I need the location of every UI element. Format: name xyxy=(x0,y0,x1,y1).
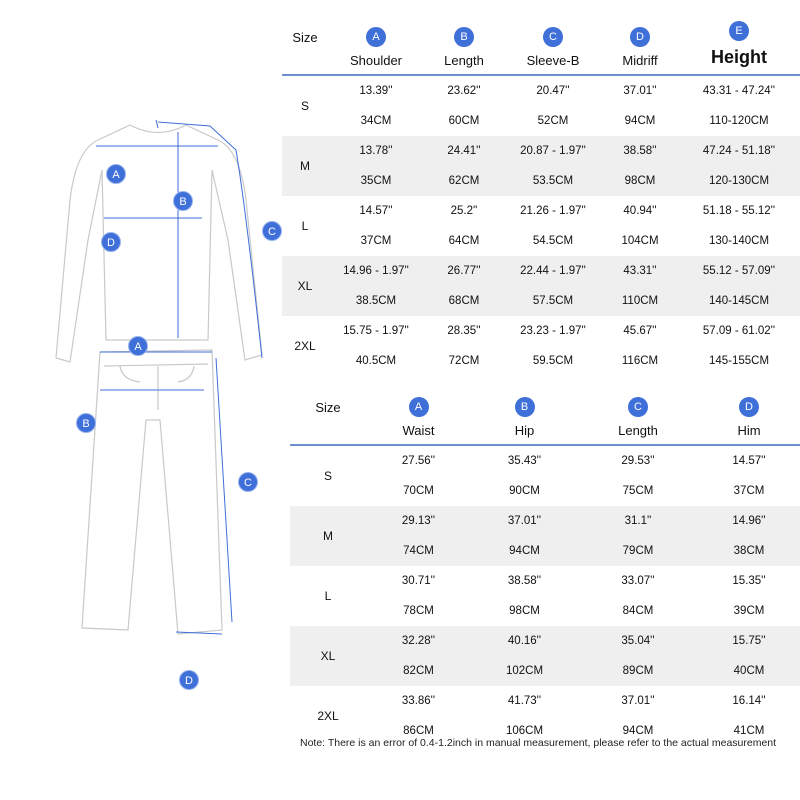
inch-cell: 15.35'' xyxy=(732,575,766,587)
inch-cell: 37.01'' xyxy=(621,695,655,707)
badge-b: B xyxy=(515,397,535,417)
cm-cell: 110CM xyxy=(602,286,678,316)
size-header: Size xyxy=(315,399,341,415)
col-midriff xyxy=(602,0,678,75)
cm-cell: 35CM xyxy=(328,166,424,196)
size-cell: M xyxy=(282,136,328,196)
col-length xyxy=(424,0,504,75)
table-header-row xyxy=(290,370,800,445)
inch-cell: 22.44 - 1.97'' xyxy=(504,256,602,286)
pants-badge-c: C xyxy=(238,472,258,492)
cm-cell: 54.5CM xyxy=(532,235,574,247)
garment-sketch xyxy=(0,0,290,720)
pants-size-table xyxy=(290,370,800,746)
col-label: Hip xyxy=(514,423,535,438)
col-label: Length xyxy=(618,423,658,438)
inch-cell: 23.62'' xyxy=(447,85,481,97)
table-row xyxy=(290,596,800,626)
inch-cell: 51.18 - 55.12'' xyxy=(702,205,776,217)
inch-cell: 47.24 - 51.18'' xyxy=(678,136,800,166)
table-row xyxy=(282,166,800,196)
inch-cell: 38.58'' xyxy=(507,575,542,587)
table-row xyxy=(290,445,800,476)
badge-b: B xyxy=(454,27,474,47)
cm-cell: 145-155CM xyxy=(708,355,770,367)
inch-cell: 32.28'' xyxy=(366,626,471,656)
inch-cell: 40.16'' xyxy=(471,626,578,656)
shirt-badge-b: B xyxy=(173,191,193,211)
cm-cell: 89CM xyxy=(578,656,698,686)
cm-cell: 98CM xyxy=(602,166,678,196)
col-label: Length xyxy=(444,53,484,68)
col-height xyxy=(678,0,800,75)
inch-cell: 40.94'' xyxy=(623,205,657,217)
badge-c: C xyxy=(543,27,563,47)
cm-cell: 84CM xyxy=(622,605,654,617)
inch-cell: 14.96 - 1.97'' xyxy=(328,256,424,286)
col-length xyxy=(578,370,698,445)
cm-cell: 38CM xyxy=(698,536,800,566)
inch-cell: 43.31 - 47.24'' xyxy=(702,85,776,97)
inch-cell: 29.53'' xyxy=(621,455,655,467)
cm-cell: 75CM xyxy=(622,485,654,497)
badge-a: A xyxy=(366,27,386,47)
pants-size-body xyxy=(290,445,800,746)
cm-cell: 130-140CM xyxy=(708,235,770,247)
col-waist xyxy=(366,370,471,445)
inch-cell: 25.2'' xyxy=(450,205,478,217)
table-row xyxy=(282,106,800,136)
badge-d: D xyxy=(739,397,759,417)
inch-cell: 14.57'' xyxy=(359,205,393,217)
inch-cell: 37.01'' xyxy=(471,506,578,536)
inch-cell: 27.56'' xyxy=(401,455,436,467)
size-cell: XL xyxy=(282,256,328,316)
table-row xyxy=(282,196,800,226)
table-row xyxy=(282,286,800,316)
inch-cell: 43.31'' xyxy=(602,256,678,286)
cm-cell: 120-130CM xyxy=(678,166,800,196)
cm-cell: 41CM xyxy=(733,725,765,737)
shirt-outline xyxy=(56,125,262,362)
inch-cell: 45.67'' xyxy=(623,325,657,337)
table-row xyxy=(290,626,800,656)
col-shoulder xyxy=(328,0,424,75)
cm-cell: 78CM xyxy=(403,605,434,617)
cm-cell: 98CM xyxy=(509,605,540,617)
cm-cell: 104CM xyxy=(621,235,659,247)
cm-cell: 68CM xyxy=(424,286,504,316)
inch-cell: 15.75 - 1.97'' xyxy=(343,325,409,337)
pants-length-line xyxy=(216,358,232,622)
inch-cell: 31.1'' xyxy=(578,506,698,536)
inch-cell: 30.71'' xyxy=(401,575,436,587)
cm-cell: 102CM xyxy=(471,656,578,686)
cm-cell: 60CM xyxy=(448,115,480,127)
cm-cell: 52CM xyxy=(537,115,569,127)
cm-cell: 38.5CM xyxy=(328,286,424,316)
inch-cell: 41.73'' xyxy=(507,695,542,707)
cm-cell: 94CM xyxy=(624,115,656,127)
inch-cell: 14.96'' xyxy=(698,506,800,536)
pants-outline xyxy=(82,350,222,634)
cm-cell: 37CM xyxy=(733,485,765,497)
inch-cell: 38.58'' xyxy=(602,136,678,166)
cm-cell: 59.5CM xyxy=(532,355,574,367)
size-cell: M xyxy=(290,506,366,566)
cm-cell: 90CM xyxy=(509,485,540,497)
col-label: Height xyxy=(711,47,767,67)
cm-cell: 70CM xyxy=(403,485,434,497)
table-row xyxy=(290,566,800,596)
col-label: Him xyxy=(737,423,761,438)
cm-cell: 34CM xyxy=(360,115,392,127)
pants-badge-d: D xyxy=(179,670,199,690)
badge-c: C xyxy=(628,397,648,417)
shirt-badge-a: A xyxy=(106,164,126,184)
table-row xyxy=(282,226,800,256)
cm-cell: 57.5CM xyxy=(504,286,602,316)
col-label: Waist xyxy=(402,423,435,438)
cm-cell: 94CM xyxy=(622,725,654,737)
inch-cell: 14.57'' xyxy=(732,455,766,467)
inch-cell: 13.78'' xyxy=(328,136,424,166)
inch-cell: 35.43'' xyxy=(507,455,542,467)
cm-cell: 94CM xyxy=(471,536,578,566)
cm-cell: 110-120CM xyxy=(709,115,769,127)
inch-cell: 28.35'' xyxy=(447,325,481,337)
size-cell: XL xyxy=(290,626,366,686)
cm-cell: 72CM xyxy=(448,355,480,367)
cm-cell: 106CM xyxy=(505,725,544,737)
cm-cell: 140-145CM xyxy=(678,286,800,316)
inch-cell: 57.09 - 61.02'' xyxy=(702,325,776,337)
size-cell: 2XL xyxy=(294,339,316,353)
table-row xyxy=(282,256,800,286)
cm-cell: 79CM xyxy=(578,536,698,566)
cm-cell: 40.5CM xyxy=(355,355,397,367)
inch-cell: 23.23 - 1.97'' xyxy=(520,325,586,337)
inch-cell: 21.26 - 1.97'' xyxy=(520,205,586,217)
col-label: Shoulder xyxy=(349,53,403,68)
col-him xyxy=(698,370,800,445)
col-label: Midriff xyxy=(622,53,658,68)
size-header: Size xyxy=(292,29,318,45)
inch-cell: 15.75'' xyxy=(698,626,800,656)
cm-cell: 82CM xyxy=(366,656,471,686)
shirt-size-body xyxy=(282,75,800,376)
inch-cell: 20.47'' xyxy=(536,85,570,97)
inch-cell: 24.41'' xyxy=(424,136,504,166)
measurement-note: Note: There is an error of 0.4-1.2inch in manual measurement, please refer to the actual measurement xyxy=(300,737,777,749)
col-sleeve xyxy=(504,0,602,75)
size-cell: S xyxy=(323,469,332,483)
col-label: Sleeve-B xyxy=(526,53,580,68)
inch-cell: 20.87 - 1.97'' xyxy=(504,136,602,166)
cm-cell: 86CM xyxy=(403,725,434,737)
table-row xyxy=(290,536,800,566)
shirt-size-table xyxy=(282,0,800,376)
size-cell: L xyxy=(301,219,309,233)
cm-cell: 53.5CM xyxy=(504,166,602,196)
badge-e: E xyxy=(729,21,749,41)
cm-cell: 116CM xyxy=(621,355,659,367)
size-cell: S xyxy=(300,99,309,113)
inch-cell: 16.14'' xyxy=(732,695,766,707)
cm-cell: 37CM xyxy=(360,235,392,247)
inch-cell: 33.07'' xyxy=(621,575,655,587)
table-row xyxy=(282,75,800,106)
cm-cell: 39CM xyxy=(733,605,765,617)
size-cell: L xyxy=(324,589,332,603)
inch-cell: 33.86'' xyxy=(401,695,436,707)
table-header-row xyxy=(282,0,800,75)
table-row xyxy=(290,476,800,506)
shirt-badge-c: C xyxy=(262,221,282,241)
badge-d: D xyxy=(630,27,650,47)
table-row xyxy=(282,316,800,346)
inch-cell: 26.77'' xyxy=(424,256,504,286)
inch-cell: 55.12 - 57.09'' xyxy=(678,256,800,286)
col-hip xyxy=(471,370,578,445)
inch-cell: 13.39'' xyxy=(359,85,393,97)
cm-cell: 40CM xyxy=(698,656,800,686)
table-row xyxy=(290,686,800,716)
table-row xyxy=(282,136,800,166)
shirt-badge-d: D xyxy=(101,232,121,252)
table-row xyxy=(290,656,800,686)
pants-badge-b: B xyxy=(76,413,96,433)
badge-a: A xyxy=(409,397,429,417)
cm-cell: 64CM xyxy=(448,235,480,247)
size-cell: 2XL xyxy=(317,709,339,723)
table-row xyxy=(290,506,800,536)
cm-cell: 74CM xyxy=(366,536,471,566)
inch-cell: 35.04'' xyxy=(578,626,698,656)
inch-cell: 37.01'' xyxy=(623,85,657,97)
pants-badge-a: A xyxy=(128,336,148,356)
inch-cell: 29.13'' xyxy=(366,506,471,536)
cm-cell: 62CM xyxy=(424,166,504,196)
